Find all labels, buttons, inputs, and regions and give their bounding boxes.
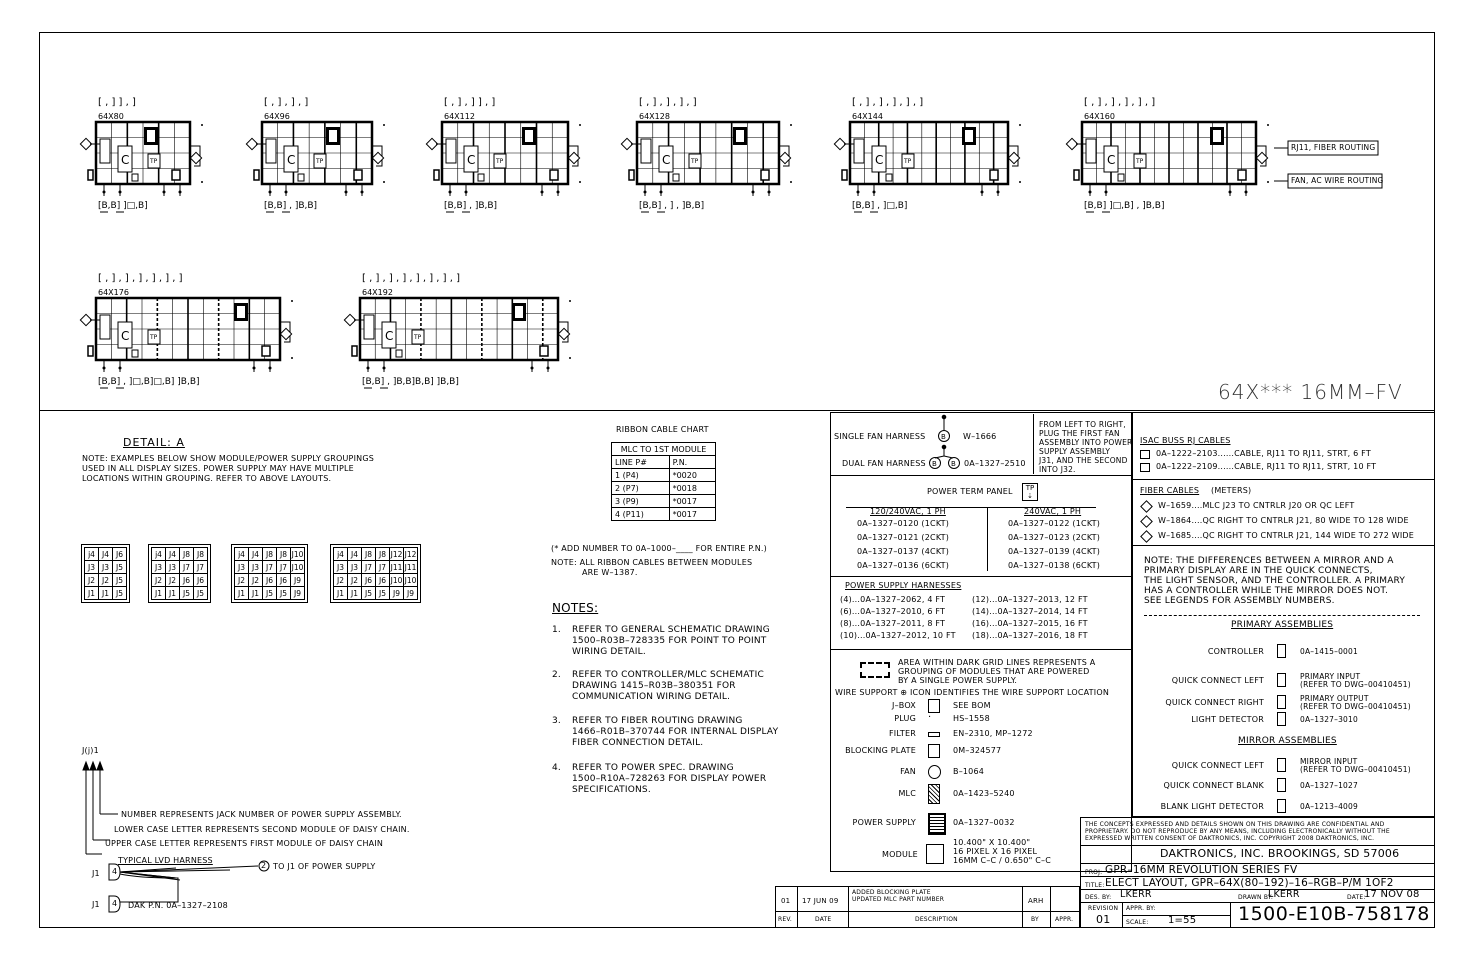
jack-cell: J5 (194, 587, 208, 600)
jack-cell: J3 (152, 561, 166, 574)
assembly-label: QUICK CONNECT LEFT (1171, 676, 1264, 685)
jack-cell: J5 (113, 561, 127, 574)
jack-cell: J5 (362, 587, 376, 600)
note-text: WIRING DETAIL. (572, 647, 646, 657)
jack-cell: J8 (263, 548, 277, 561)
jack-cell: J11 (390, 562, 403, 572)
lvd-j1-b: J1 (92, 900, 100, 909)
list-item: W–1685....QC RIGHT TO CNTRLR J21, 144 WIDE TO 272 WIDE (1158, 531, 1415, 540)
list-item: W–1864....QC RIGHT TO CNTRLR J21, 80 WIDE TO 128 WIDE (1158, 516, 1409, 525)
ribbon-table: MLC TO 1ST MODULE LINE P# P.N. 1 (P4) *0020 2 (P7) *0018 3 (P9) *0017 4 (P11) *0017 (611, 442, 716, 521)
jack-cell: J8 (362, 548, 376, 561)
assembly-label: QUICK CONNECT BLANK (1163, 781, 1264, 790)
jack-cell: J2 (85, 574, 99, 587)
jack-cell: J7 (362, 561, 376, 574)
assembly-value: 0A–1327–3010 (1300, 715, 1358, 724)
dak-pn: DAK P.N. 0A–1327–2108 (128, 901, 228, 910)
list-item: (10)...0A–1327–2012, 10 FT (840, 631, 956, 640)
jack-cell: J1 (235, 587, 249, 600)
jack-cell: J8 (180, 548, 194, 561)
assembly-icon (1277, 712, 1286, 726)
assembly-label: BLANK LIGHT DETECTOR (1160, 802, 1264, 811)
jack-cell: j4 (334, 548, 348, 561)
list-item: (12)...0A–1327–2013, 12 FT (972, 595, 1088, 604)
jack-cell: J10 (291, 562, 304, 572)
revision: 01 (1096, 913, 1111, 926)
jack-cell: J3 (348, 561, 362, 574)
drawn-by: LKERR (1268, 889, 1300, 900)
note-text: 1500–R10A–728263 FOR DISPLAY POWER (572, 774, 767, 784)
jack-cell: J2 (249, 574, 263, 587)
note-text: SPECIFICATIONS. (572, 785, 651, 795)
primary-title: PRIMARY ASSEMBLIES (1231, 620, 1334, 630)
svg-text:B: B (932, 460, 937, 468)
date: 17 NOV 08 (1364, 889, 1420, 900)
layout-64x128 (621, 97, 792, 212)
legend-value: 0A–1423–5240 (953, 789, 1015, 798)
layout-64x192 (344, 273, 571, 388)
rev-date: 17 JUN 09 (802, 897, 839, 905)
col-240: 240VAC, 1 PH (1024, 507, 1082, 516)
assembly-value: MIRROR INPUT (1300, 757, 1358, 766)
layout-size-label: 64X192 (362, 288, 393, 297)
jack-line-3: UPPER CASE LETTER REPRESENTS FIRST MODULE OF DAISY CHAIN (105, 839, 384, 848)
jack-cell: J7 (180, 561, 194, 574)
grouping-icon (860, 662, 890, 678)
layout-size-label: 64X128 (639, 112, 670, 121)
col-120: 120/240VAC, 1 PH (870, 507, 946, 516)
jack-line-2: LOWER CASE LETTER REPRESENTS SECOND MODULE OF DAISY CHAIN. (114, 825, 410, 834)
jack-cell: J1 (348, 587, 362, 600)
table-row: 1 (P4) *0020 (612, 469, 716, 482)
layout-bottom-brackets: [B,B] , ] , ]B,B] (639, 201, 705, 211)
layout-size-label: 64X176 (98, 288, 129, 297)
legend-icon (928, 813, 946, 835)
jack-cell: J5 (113, 574, 127, 587)
table-row: 0A–1327–0122 (1CKT) (1008, 519, 1101, 528)
isac-row-2: 0A–1222–2109......CABLE, RJ11 TO RJ11, STRT, 10 FT (1156, 462, 1377, 471)
legend-value: 0M–324577 (953, 746, 1002, 755)
jack-cell: J2 (99, 574, 113, 587)
jack-cell: J6 (362, 574, 376, 587)
assembly-value: 0A–1213–4009 (1300, 802, 1358, 811)
layout-bottom-brackets: [B,B] ]□,B] , ]B,B] (1084, 201, 1165, 211)
legend-label: FAN (900, 767, 916, 776)
table-row: 0A–1327–0121 (2CKT) (857, 533, 950, 542)
legend-icon (928, 732, 940, 737)
layout-brackets: [ , ] , ] , ] , ] (639, 97, 697, 108)
assembly-icon (1277, 695, 1286, 709)
jack-cell: J8 (194, 548, 208, 561)
layout-bottom-brackets: [B,B] , ]B,B]B,B] ]B,B] (362, 377, 459, 387)
jack-cell: J6 (194, 574, 208, 587)
assembly-icon (1277, 758, 1286, 772)
legend-label: FILTER (888, 729, 916, 738)
layout-bottom-brackets: [B,B] , ]□,B] (852, 201, 908, 211)
jack-cell: J4 (99, 548, 113, 561)
note-text: FIBER CONNECTION DETAIL. (572, 738, 704, 748)
assembly-icon (1277, 673, 1286, 687)
list-item: (16)...0A–1327–2015, 16 FT (972, 619, 1088, 628)
assembly-label: QUICK CONNECT LEFT (1171, 761, 1264, 770)
layout-size-label: 64X80 (98, 112, 124, 121)
drawing-size-title: 64X*** 16MM–FV (1218, 380, 1403, 404)
note-text: 1500–R03B–728335 FOR POINT TO POINT (572, 636, 767, 646)
list-item: (14)...0A–1327–2014, 14 FT (972, 607, 1088, 616)
jack-cell: J5 (277, 587, 291, 600)
assembly-label: QUICK CONNECT RIGHT (1165, 698, 1264, 707)
note-text: DRAWING 1415–R03B–380351 FOR (572, 681, 736, 691)
module-label: MODULE (882, 850, 918, 859)
section-divider (39, 410, 1435, 411)
tp-icon: TP ⇣ (1022, 483, 1038, 501)
legend-label: BLOCKING PLATE (845, 746, 916, 755)
mirror-title: MIRROR ASSEMBLIES (1238, 736, 1337, 746)
company: DAKTRONICS, INC. BROOKINGS, SD 57006 (1160, 847, 1400, 860)
legend-icon (928, 784, 940, 804)
jack-cell: J5 (113, 587, 127, 600)
assembly-value: 0A–1327–1027 (1300, 781, 1358, 790)
svg-text:C: C (875, 153, 884, 167)
jack-cell: J7 (263, 561, 277, 574)
jack-cell: J2 (166, 574, 180, 587)
layout-size-label: 64X160 (1084, 112, 1115, 121)
ribbon-note-1: (* ADD NUMBER TO 0A–1000–____ FOR ENTIRE P.N.) (551, 544, 767, 553)
table-row: 2 (P7) *0018 (612, 482, 716, 495)
dual-fan-pn: 0A–1327–2510 (964, 459, 1026, 468)
ps-harness-title: POWER SUPPLY HARNESSES (845, 581, 962, 590)
detail-heading: DETAIL: A (123, 436, 185, 449)
assembly-label: LIGHT DETECTOR (1191, 715, 1264, 724)
legend-icon (928, 765, 941, 779)
layout-64x96 (246, 97, 385, 212)
dual-fan-label: DUAL FAN HARNESS (842, 459, 926, 468)
module-icon (926, 844, 944, 864)
rev-num: 01 (781, 897, 791, 905)
note-text: COMMUNICATION WIRING DETAIL. (572, 692, 731, 702)
jack-cell: J4 (166, 548, 180, 561)
layout-size-label: 64X144 (852, 112, 883, 121)
wire-support-note: WIRE SUPPORT ⊕ ICON IDENTIFIES THE WIRE SUPPORT LOCATION (835, 688, 1110, 697)
lvd-n2: 2 (261, 861, 267, 870)
layout-size-label: 64X112 (444, 112, 475, 121)
jack-cell: J7 (277, 561, 291, 574)
assembly-value: 0A–1415–0001 (1300, 647, 1358, 656)
jack-cell: J9 (291, 587, 305, 600)
single-fan-pn: W–1666 (963, 432, 997, 441)
rev-desc-2: UPDATED MLC PART NUMBER (852, 896, 945, 903)
svg-text:C: C (467, 153, 476, 167)
jack-cell: J3 (334, 561, 348, 574)
table-row: 0A–1327–0136 (6CKT) (857, 561, 950, 570)
jack-cell: J2 (348, 574, 362, 587)
jack-line-1: NUMBER REPRESENTS JACK NUMBER OF POWER SUPPLY ASSEMBLY. (121, 810, 402, 819)
list-item: (18)...0A–1327–2016, 18 FT (972, 631, 1088, 640)
jack-cell: J4 (249, 548, 263, 561)
assembly-icon (1277, 644, 1286, 658)
fan-routing-label: FAN, AC WIRE ROUTING (1291, 176, 1384, 185)
note-text: REFER TO FIBER ROUTING DRAWING (572, 716, 743, 726)
note-text: REFER TO GENERAL SCHEMATIC DRAWING (572, 625, 770, 635)
jack-cell: J5 (263, 587, 277, 600)
jack-cell: J6 (263, 574, 277, 587)
jack-cell: j4 (85, 548, 99, 561)
jack-cell: J9 (291, 574, 305, 587)
jack-group (231, 544, 308, 603)
designer: LKERR (1120, 889, 1152, 900)
layout-brackets: [ , ] , ] , ] , ] , ] , ] , ] (362, 273, 460, 284)
rev-desc-1: ADDED BLOCKING PLATE (852, 889, 931, 896)
drawing-title: ELECT LAYOUT, GPR–64X(80–192)–16–RGB–P/M 1OF2 (1105, 877, 1394, 889)
legend-value: HS–1558 (953, 714, 990, 723)
svg-text:TP: TP (414, 334, 422, 341)
jack-cell: J9 (404, 587, 418, 600)
svg-text:C: C (121, 329, 130, 343)
fiber-title: FIBER CABLES (1140, 486, 1200, 495)
jack-cell: J1 (85, 587, 99, 600)
svg-text:TP: TP (150, 334, 158, 341)
jack-cell: J4 (348, 548, 362, 561)
rev-by: ARH (1028, 897, 1044, 905)
jack-cell: J3 (235, 561, 249, 574)
note-number: 3. (552, 716, 561, 726)
layout-brackets: [ , ] , ] , ] (264, 97, 309, 108)
jack-cell: J7 (376, 561, 390, 574)
layout-brackets: [ , ] , ] , ] , ] , ] (1084, 97, 1156, 108)
jack-cell: J6 (376, 574, 390, 587)
table-row: 0A–1327–0138 (6CKT) (1008, 561, 1101, 570)
table-row: 0A–1327–0139 (4CKT) (1008, 547, 1101, 556)
svg-text:C: C (287, 153, 296, 167)
legend-value: B–1064 (953, 767, 985, 776)
legend-label: POWER SUPPLY (852, 818, 916, 827)
lvd-harness-title: TYPICAL LVD HARNESS (118, 856, 213, 865)
notes-heading: NOTES: (552, 601, 599, 615)
lvd-n4-b: 4 (112, 899, 118, 908)
assembly-label: CONTROLLER (1207, 647, 1264, 656)
svg-text:C: C (1107, 153, 1116, 167)
jack-cell: J3 (249, 561, 263, 574)
ribbon-note-3: ARE W–1387. (582, 568, 638, 577)
note-text: REFER TO POWER SPEC. DRAWING (572, 763, 734, 773)
jack-cell: J5 (180, 587, 194, 600)
layout-size-label: 64X96 (264, 112, 290, 121)
ribbon-title: RIBBON CABLE CHART (616, 425, 709, 434)
table-row: 0A–1327–0137 (4CKT) (857, 547, 950, 556)
fan-b-letter: B (941, 433, 946, 441)
jack-cell: J10 (291, 549, 304, 559)
layout-64x112 (426, 97, 581, 212)
jack-cell: J12 (404, 549, 417, 559)
lvd-j1-a: J1 (92, 869, 100, 878)
jack-cell: J11 (404, 562, 417, 572)
jack-cell: J1 (334, 587, 348, 600)
legend-icon (928, 699, 940, 713)
svg-text:C: C (662, 153, 671, 167)
layout-bottom-brackets: [B,B] , ]□,B]□,B] ]B,B] (98, 377, 200, 387)
isac-row-1: 0A–1222–2103......CABLE, RJ11 TO RJ11, STRT, 6 FT (1156, 449, 1371, 458)
table-row: 0A–1327–0120 (1CKT) (857, 519, 950, 528)
fiber-unit: (METERS) (1211, 486, 1252, 495)
rj11-routing-label: RJ11, FIBER ROUTING (1291, 143, 1376, 152)
svg-text:TP: TP (150, 158, 158, 165)
legend-label: MLC (898, 789, 916, 798)
svg-text:TP: TP (1136, 158, 1144, 165)
svg-text:TP: TP (904, 158, 912, 165)
legend-value: EN–2310, MP–1272 (953, 729, 1033, 738)
fan-icons (925, 414, 965, 474)
layout-64x176 (80, 273, 293, 388)
ribbon-note-2: NOTE: ALL RIBBON CABLES BETWEEN MODULES (551, 558, 753, 567)
layout-64x144 (834, 97, 1021, 212)
note-text: REFER TO CONTROLLER/MLC SCHEMATIC (572, 670, 764, 680)
note-number: 4. (552, 763, 561, 773)
note-number: 1. (552, 625, 561, 635)
jack-cell: J1 (99, 587, 113, 600)
svg-text:C: C (121, 153, 130, 167)
jack-cell: J2 (235, 574, 249, 587)
power-term-title: POWER TERM PANEL (927, 487, 1013, 496)
svg-text:C: C (385, 329, 394, 343)
list-item: W–1659....MLC J23 TO CNTRLR J20 OR QC LEFT (1158, 501, 1355, 510)
lvd-to-j1: TO J1 OF POWER SUPPLY (273, 862, 376, 871)
assembly-value: (REFER TO DWG–00410451) (1300, 702, 1411, 711)
layout-brackets: [ , ] ] , ] (98, 97, 136, 108)
layout-bottom-brackets: [B,B] ]□,B] (98, 201, 148, 211)
jack-cell: j4 (152, 548, 166, 561)
jack-cell: J9 (390, 587, 404, 600)
assembly-value: PRIMARY INPUT (1300, 672, 1361, 681)
legend-label: PLUG (894, 714, 916, 723)
jack-group (330, 544, 421, 603)
table-row: 3 (P9) *0017 (612, 495, 716, 508)
table-row: 0A–1327–0123 (2CKT) (1008, 533, 1101, 542)
layout-brackets: [ , ] , ] ] , ] (444, 97, 496, 108)
assembly-value: (REFER TO DWG–00410451) (1300, 765, 1411, 774)
drawing-number: 1500-E10B-758178 (1238, 903, 1430, 925)
jack-cell: J1 (166, 587, 180, 600)
jack-cell: J8 (376, 548, 390, 561)
layout-64x160 (1066, 97, 1269, 212)
jack-cell: J2 (334, 574, 348, 587)
assembly-icon (1277, 778, 1286, 792)
legend-value: 0A–1327–0032 (953, 818, 1015, 827)
jack-cell: J3 (99, 561, 113, 574)
jack-group (81, 544, 130, 603)
scale: 1=55 (1168, 915, 1197, 926)
jack-cell: J7 (194, 561, 208, 574)
jack-cell: J10 (404, 575, 417, 585)
layout-64x80 (80, 97, 203, 212)
project: GPR–16MM REVOLUTION SERIES FV (1105, 864, 1298, 876)
legend-icon (928, 744, 940, 758)
layout-bottom-brackets: [B,B] , ]B,B] (264, 201, 318, 211)
jack-cell: J8 (277, 548, 291, 561)
list-item: (4)...0A–1327–2062, 4 FT (840, 595, 946, 604)
jack-label: J(j)1 (82, 746, 99, 755)
jack-cell: J1 (249, 587, 263, 600)
legend-label: J–BOX (892, 701, 916, 710)
jack-cell: J12 (390, 549, 403, 559)
jack-group (148, 544, 211, 603)
svg-text:TP: TP (691, 158, 699, 165)
jack-cell: J6 (113, 548, 127, 561)
svg-text:TP: TP (316, 158, 324, 165)
jack-cell: J1 (152, 587, 166, 600)
assembly-icon (1277, 799, 1286, 813)
assembly-value: PRIMARY OUTPUT (1300, 694, 1369, 703)
single-fan-label: SINGLE FAN HARNESS (834, 432, 926, 441)
svg-text:B: B (951, 460, 956, 468)
layout-bottom-brackets: [B,B] , ]B,B] (444, 201, 498, 211)
isac-title: ISAC BUSS RJ CABLES (1140, 436, 1231, 445)
jack-cell: J3 (166, 561, 180, 574)
jack-cell: j4 (235, 548, 249, 561)
jack-cell: J10 (390, 575, 403, 585)
note-number: 2. (552, 670, 561, 680)
list-item: (8)...0A–1327–2011, 8 FT (840, 619, 946, 628)
note-text: 1466–R01B–370744 FOR INTERNAL DISPLAY (572, 727, 779, 737)
lvd-n4-a: 4 (112, 867, 118, 876)
jack-cell: J6 (277, 574, 291, 587)
layout-brackets: [ , ] , ] , ] , ] , ] , ] (98, 273, 183, 284)
list-item: (6)...0A–1327–2010, 6 FT (840, 607, 946, 616)
layout-brackets: [ , ] , ] , ] , ] , ] (852, 97, 924, 108)
jack-cell: J3 (85, 561, 99, 574)
assembly-value: (REFER TO DWG–00410451) (1300, 680, 1411, 689)
jack-cell: J5 (376, 587, 390, 600)
layout-diagrams (0, 0, 1475, 410)
legend-value: SEE BOM (953, 701, 991, 710)
legend-icon: · (928, 712, 932, 723)
legend-box (830, 412, 1132, 872)
table-row: 4 (P11) *0017 (612, 508, 716, 521)
svg-text:TP: TP (496, 158, 504, 165)
jack-cell: J2 (152, 574, 166, 587)
jack-cell: J6 (180, 574, 194, 587)
